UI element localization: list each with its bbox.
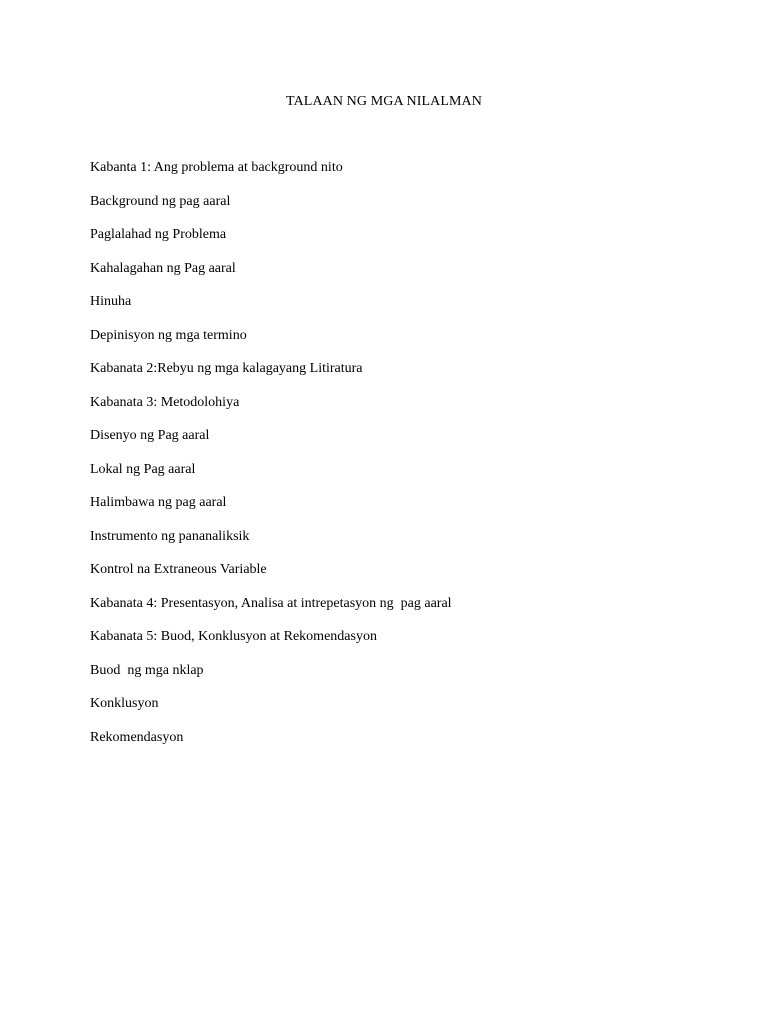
page-title: TALAAN NG MGA NILALMAN xyxy=(286,94,482,109)
toc-entry: Kabanata 3: Metodolohiya xyxy=(90,394,240,410)
toc-entry: Background ng pag aaral xyxy=(90,193,231,209)
toc-entry: Kontrol na Extraneous Variable xyxy=(90,562,267,577)
toc-entry: Kahalagahan ng Pag aaral xyxy=(90,260,236,276)
toc-entry: Kabanata 2:Rebyu ng mga kalagayang Litiratura xyxy=(90,361,363,376)
toc-entry: Depinisyon ng mga termino xyxy=(90,327,247,343)
toc-entry: Kabanta 1: Ang problema at background nito xyxy=(90,160,343,175)
toc-entry: Hinuha xyxy=(90,294,132,309)
toc-entry: Paglalahad ng Problema xyxy=(90,227,227,242)
toc-entry: Halimbawa ng pag aaral xyxy=(90,495,227,510)
toc-entry: Lokal ng Pag aaral xyxy=(90,461,196,477)
toc-entry: Rekomendasyon xyxy=(90,729,184,745)
toc-entry: Kabanata 4: Presentasyon, Analisa at intrepetasyon ng pag aaral xyxy=(90,595,452,611)
toc-entry: Kabanata 5: Buod, Konklusyon at Rekomendasyon xyxy=(90,629,377,644)
table-of-contents xyxy=(90,158,452,761)
toc-entry: Disenyo ng Pag aaral xyxy=(90,428,210,443)
toc-entry: Buod ng mga nklap xyxy=(90,662,204,678)
toc-entry: Instrumento ng pananaliksik xyxy=(90,528,250,544)
toc-entry: Konklusyon xyxy=(90,696,159,711)
